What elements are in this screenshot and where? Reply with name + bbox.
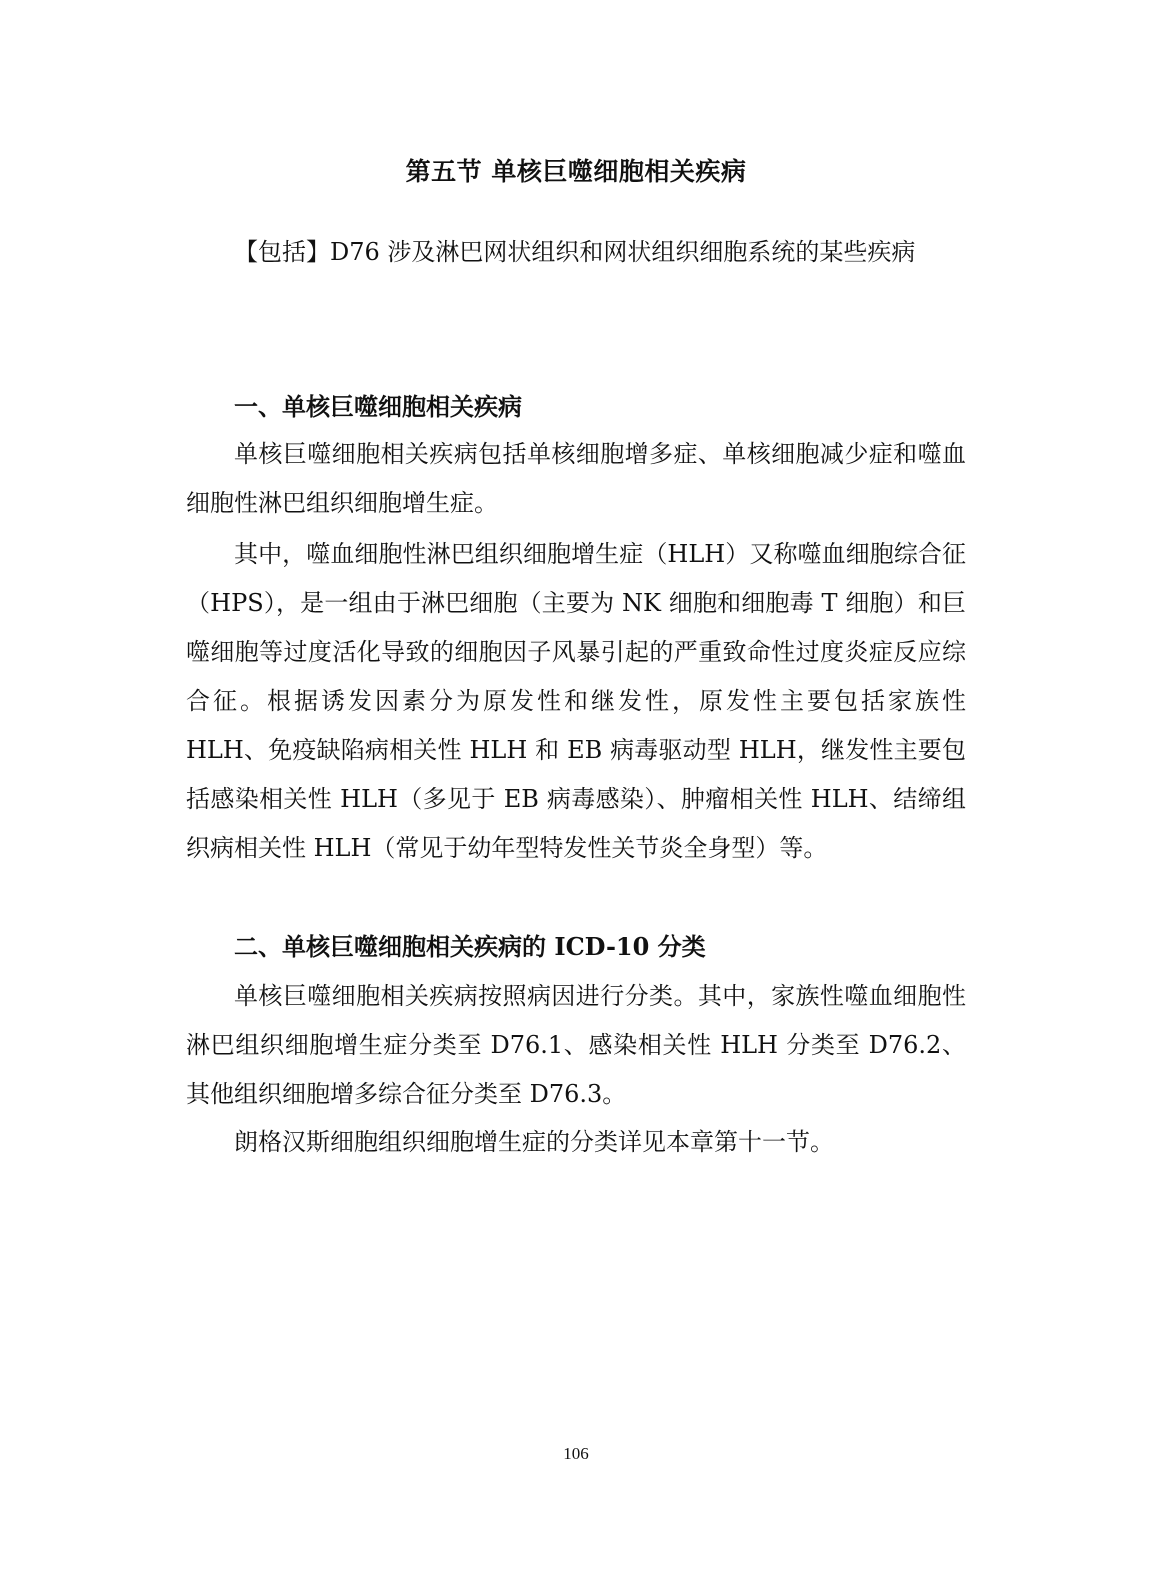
include-note: 【包括】D76 涉及淋巴网状组织和网状组织细胞系统的某些疾病 <box>234 238 916 266</box>
paragraph-hlh-description: 其中，噬血细胞性淋巴组织细胞增生症（HLH）又称噬血细胞综合征（HPS），是一组由于淋巴细胞（主要为 NK 细胞和细胞毒 T 细胞）和巨噬细胞等过度活化导致的细胞因子风暴引起的严重致命性过度炎症反应综合征。根据诱发因素分为原发性和继发性，原发性主要包括家族性 HLH、免疫缺陷病相关性 HLH 和 EB 病毒驱动型 HLH，继发性主要包括感染相关性 HLH（多见于 EB 病毒感染）、肿瘤相关性 HLH、结缔组织病相关性 HLH（常见于幼年型特发性关节炎全身型）等。 <box>186 540 966 862</box>
page-number: 106 <box>563 1444 589 1463</box>
heading-icd10-classification: 二、单核巨噬细胞相关疾病的 ICD-10 分类 <box>234 932 706 961</box>
paragraph-langerhans-reference: 朗格汉斯细胞组织细胞增生症的分类详见本章第十一节。 <box>234 1128 834 1156</box>
heading-monocyte-macrophage-diseases: 一、单核巨噬细胞相关疾病 <box>234 392 522 421</box>
paragraph-overview: 单核巨噬细胞相关疾病包括单核细胞增多症、单核细胞减少症和噬血细胞性淋巴组织细胞增生症。 <box>186 440 966 517</box>
paragraph-classification: 单核巨噬细胞相关疾病按照病因进行分类。其中，家族性噬血细胞性淋巴组织细胞增生症分类至 D76.1、感染相关性 HLH 分类至 D76.2、其他组织细胞增多综合征分类至 D76.3。 <box>186 982 966 1108</box>
section-title: 第五节 单核巨噬细胞相关疾病 <box>405 157 747 186</box>
